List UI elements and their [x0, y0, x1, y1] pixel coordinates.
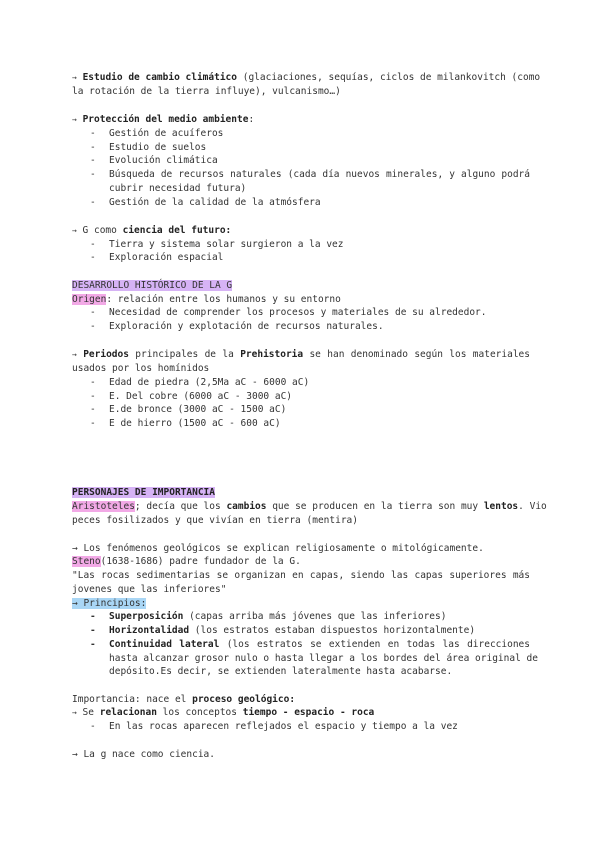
list-item-text: Búsqueda de recursos naturales (cada día nuevos minerales, y alguno podrá — [109, 169, 530, 180]
periods-line-2: usados por los homínidos — [72, 363, 210, 374]
list-item-text: Gestión de acuíferos — [109, 128, 224, 139]
people-heading — [72, 486, 530, 500]
aristotle-line-2: peces fosilizados y que vivían en tierra (mentira) — [72, 515, 358, 526]
principle-desc: (los estratos estaban dispuestos horizontalmente) — [189, 625, 476, 636]
principle-desc: (los estratos se extienden en todas las direcciones — [219, 639, 530, 650]
arrow-icon: → — [72, 73, 77, 82]
list-item-text: E.de bronce (3000 aC - 1500 aC) — [109, 404, 287, 415]
arrow-icon: → — [72, 115, 77, 124]
arrow-icon: → — [72, 708, 77, 717]
section-heading: DESARROLLO HISTÓRICO DE LA G — [72, 280, 233, 291]
relation-term: relacionan — [99, 707, 157, 718]
origin-label: Origen — [72, 294, 107, 305]
section-heading: PERSONAJES DE IMPORTANCIA — [72, 487, 215, 498]
env-title: Protección del medio ambiente — [82, 114, 249, 125]
principle-desc: hasta alcanzar grosor nulo o hasta llegar a los bordes del área original de — [109, 653, 538, 664]
periods-line-1 — [72, 348, 530, 362]
aristotle-line-1 — [72, 500, 547, 514]
principle-term: Horizontalidad — [109, 625, 190, 636]
principle-text — [109, 610, 446, 624]
periods-rest: se han denominado según los materiales — [303, 349, 530, 360]
relation-line — [72, 706, 530, 720]
importance-term: proceso geológico: — [192, 694, 296, 705]
aristotle-text-1: ; decía que los — [134, 501, 227, 512]
periods-mid: principales de la — [128, 349, 241, 360]
env-heading — [72, 113, 530, 127]
list-item-text: En las rocas aparecen reflejados el espacio y tiempo a la vez — [109, 721, 458, 732]
arrow-icon: → — [72, 350, 77, 359]
principle-text — [109, 624, 475, 638]
myth-line: → Los fenómenos geológicos se explican religiosamente o mitológicamente. — [72, 543, 484, 554]
principle-term: Continuidad lateral — [109, 639, 220, 650]
final-line: → La g nace como ciencia. — [72, 749, 215, 760]
list-item-text: Tierra y sistema solar surgieron a la vez — [109, 239, 344, 250]
list-item-text: Necesidad de comprender los procesos y materiales de su alrededor. — [109, 307, 487, 318]
prehistory-term: Prehistoria — [240, 349, 304, 360]
quote-line-2: jovenes que las inferiores" — [72, 584, 227, 595]
origin-line — [72, 293, 530, 307]
relation-text: los conceptos — [156, 707, 243, 718]
quote-line-1: "Las rocas sedimentarias se organizan en capas, siendo las capas superiores más — [72, 570, 530, 581]
importance-line — [72, 693, 530, 707]
env-colon: : — [248, 114, 255, 125]
climate-line-2: la rotación de la tierra influye), vulcanismo…) — [72, 86, 341, 97]
steno-name: Steno — [72, 556, 101, 567]
principle-text — [109, 638, 530, 652]
aristotle-text-2: que se producen en la tierra son muy — [266, 501, 484, 512]
aristotle-name: Aristoteles — [72, 501, 135, 512]
principles-line — [72, 597, 530, 611]
climate-title: Estudio de cambio climático — [82, 72, 237, 83]
importance-text: Importancia: nace el — [72, 694, 193, 705]
relation-text: Se — [76, 707, 100, 718]
future-title: ciencia del futuro: — [122, 225, 232, 236]
steno-text: (1638-1686) padre fundador de la G. — [100, 556, 301, 567]
principles-label: → Principios: — [72, 598, 147, 609]
aristotle-bold-2: lentos — [483, 501, 519, 512]
history-heading — [72, 279, 530, 293]
list-item-text: Exploración y explotación de recursos naturales. — [109, 321, 384, 332]
aristotle-text-3: . Vio — [518, 501, 547, 512]
list-item-text: Gestión de la calidad de la atmósfera — [109, 197, 321, 208]
aristotle-bold-1: cambios — [226, 501, 267, 512]
arrow-icon: → — [72, 226, 77, 235]
principle-desc: (capas arriba más jóvenes que las inferiores) — [183, 611, 447, 622]
principle-desc: depósito.Es decir, se extienden lateralmente hasta acabarse. — [109, 666, 453, 677]
principle-term: Superposición — [109, 611, 184, 622]
list-item-text: Estudio de suelos — [109, 142, 207, 153]
list-item-text: Evolución climática — [109, 155, 218, 166]
list-item-text: E de hierro (1500 aC - 600 aC) — [109, 418, 281, 429]
list-item-text: Exploración espacial — [109, 252, 224, 263]
origin-text: : relación entre los humanos y su entorno — [106, 294, 341, 305]
climate-text: (glaciaciones, sequías, ciclos de milankovitch (como — [237, 72, 541, 83]
list-item-text: Edad de piedra (2,5Ma aC - 6000 aC) — [109, 377, 310, 388]
future-pre: G como — [76, 225, 123, 236]
list-item-text: E. Del cobre (6000 aC - 3000 aC) — [109, 391, 293, 402]
periods-title: Periodos — [83, 349, 129, 360]
climate-line-1 — [72, 71, 541, 85]
steno-line — [72, 555, 530, 569]
document-page: → Estudio de cambio climático (glaciaciones, sequías, ciclos de milankovitch (como la rotación de la tierra influye), vulcanismo…) → Protección del medio ambiente: - Gestión de acuíferos - Estudio de suelos - Evolución climática - Búsqueda de recursos naturales (cada día nuevos minerales, y alguno podrá cubrir necesidad futura) - Gestión de la calidad de la atmósfera → G como ciencia del futuro: - Tierra y sistema solar surgieron a la vez - Exploración espacial DESARROLLO HISTÓRICO DE LA G Origen: relación entre los humanos y su entorno - Necesidad de comprender los procesos y materiales de su alrededor. - Exploración y explotación de recursos naturales. → Periodos principales de la Prehistoria se han denominado según los materiales usados por los homínidos - Edad de piedra (2,5Ma aC - 6000 aC) - E. Del cobre (6000 aC - 3000 aC) - E.de bronce (3000 aC - 1500 aC) - E de hierro (1500 aC - 600 aC) PERSONAJES DE IMPORTANCIA Aristoteles; decía que los cambios que se producen en la tierra son muy lentos. Vio peces fosilizados y que vivían en tierra (mentira) → Los fenómenos geológicos se explican religiosamente o mitológicamente. Steno(1638-1686) padre fundador de la G. "Las rocas sedimentarias se organizan en capas, siendo las capas superiores más jovenes que las inferiores" → Principios: - Superposición (capas arriba más jóvenes que las inferiores) - Horizontalidad (los estratos estaban dispuestos horizontalmente) - Continuidad lateral (los estratos se extienden en todas las direcciones hasta alcanzar grosor nulo o hasta llegar a los bordes del área original de depósito.Es decir, se extienden lateralmente hasta acabarse. Importancia: nace el proceso geológico: → Se relacionan los conceptos tiempo - espacio - roca - En las rocas aparecen reflejados el espacio y tiempo a la vez → La g nace como ciencia. — [72, 72, 547, 760]
list-item-text: cubrir necesidad futura) — [109, 183, 247, 194]
relation-concepts: tiempo - espacio - roca — [242, 707, 375, 718]
future-heading — [72, 224, 530, 238]
